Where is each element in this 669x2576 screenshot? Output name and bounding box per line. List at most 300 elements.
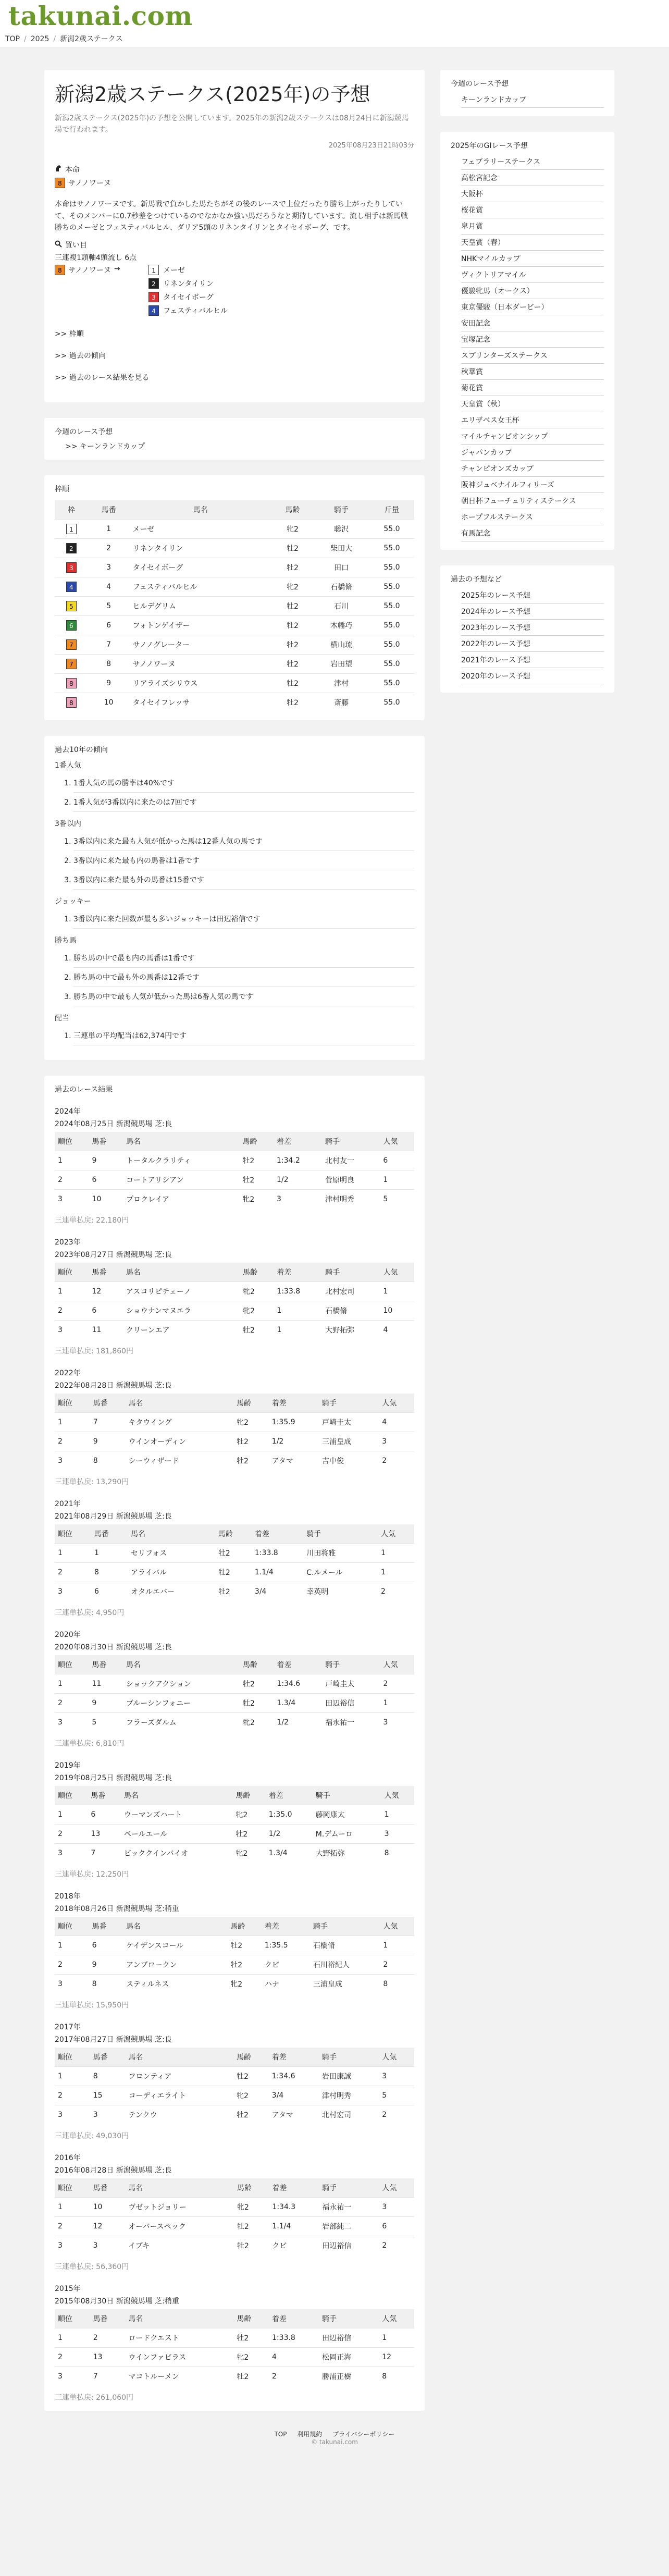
payout: 三連単払戻: 49,030円 xyxy=(55,2132,129,2141)
sidebar-this-week xyxy=(440,70,614,116)
sidebar-link[interactable]: 優駿牝馬（オークス） xyxy=(461,287,534,295)
horse-age: 牝2 xyxy=(272,577,314,597)
waku-badge: 1 xyxy=(66,524,77,534)
horse-age: 牡2 xyxy=(272,539,314,558)
column-header: 馬番 xyxy=(89,1655,122,1674)
sidebar-link[interactable]: 高松宮記念 xyxy=(461,174,498,182)
sidebar-link[interactable]: フェブラリーステークス xyxy=(461,158,541,166)
sidebar-link[interactable]: 2024年のレース予想 xyxy=(461,608,530,616)
sidebar-link[interactable]: 天皇賞（秋） xyxy=(461,400,505,409)
result-cell: 6 xyxy=(89,1170,123,1190)
result-row xyxy=(55,2236,414,2255)
sidebar-link[interactable]: キーンランドカップ xyxy=(461,96,527,104)
this-week-link[interactable]: >> キーンランドカップ xyxy=(65,442,145,451)
horse-age: 牡2 xyxy=(272,674,314,693)
sidebar-item[interactable] xyxy=(461,525,604,541)
sidebar-link[interactable]: 天皇賞（春） xyxy=(461,239,505,247)
trend-heading: 1番人気 xyxy=(55,761,81,770)
sidebar-link[interactable]: 2021年のレース予想 xyxy=(461,656,530,664)
entry-row xyxy=(55,539,414,558)
waku-badge: 6 xyxy=(66,620,77,631)
result-cell: 10 xyxy=(380,1301,414,1321)
sidebar-item[interactable] xyxy=(461,636,604,652)
result-cell: アスコリピチェーノ xyxy=(123,1282,240,1301)
sidebar-item[interactable] xyxy=(461,396,604,412)
breadcrumb-year[interactable]: 2025 xyxy=(30,35,49,43)
result-cell: 1:33.8 xyxy=(269,2328,319,2348)
result-cell: 1 xyxy=(55,1151,89,1170)
weight: 55.0 xyxy=(369,577,414,597)
column-header: 順位 xyxy=(55,2309,90,2328)
sidebar-item[interactable] xyxy=(461,315,604,331)
column-header: 馬番 xyxy=(90,2309,126,2328)
sidebar-item[interactable] xyxy=(461,348,604,364)
result-cell: シーウィザード xyxy=(126,1451,233,1471)
link-entry[interactable]: >> 枠順 xyxy=(55,330,84,339)
entry-table xyxy=(55,500,414,712)
sidebar-link[interactable]: ジャパンカップ xyxy=(461,449,512,457)
column-header: 馬名 xyxy=(126,1394,233,1413)
main-column xyxy=(44,70,425,2426)
sidebar-item[interactable] xyxy=(461,603,604,620)
column-header: 馬齢 xyxy=(240,1655,274,1674)
waku-badge: 7 xyxy=(66,659,77,669)
sidebar-link[interactable]: 皐月賞 xyxy=(461,223,483,231)
result-cell: 3/4 xyxy=(269,2086,319,2105)
prediction-card xyxy=(44,70,425,402)
sidebar-item[interactable] xyxy=(461,587,604,603)
result-cell: M.デムーロ xyxy=(313,1825,381,1844)
kaime-type: 三連複1頭軸4頭流し 6点 xyxy=(55,254,137,263)
sidebar-item[interactable] xyxy=(461,170,604,186)
result-cell: ショックアクション xyxy=(123,1674,240,1694)
result-row xyxy=(55,1413,414,1432)
result-cell: 1.1/4 xyxy=(269,2217,319,2236)
horse-number: 2 xyxy=(88,539,130,558)
trend-heading: 3番以内 xyxy=(55,820,81,829)
sidebar-link[interactable]: 2020年のレース予想 xyxy=(461,672,530,681)
result-cell: 3 xyxy=(55,1190,89,1209)
trend-list xyxy=(55,909,414,929)
result-race-info: 2020年08月30日 新潟競馬場 芝:良 xyxy=(55,1643,172,1652)
result-cell: 1 xyxy=(381,1805,414,1825)
sidebar-link[interactable]: 安田記念 xyxy=(461,319,490,328)
horse-number: 7 xyxy=(88,635,130,655)
result-cell: 北村宏司 xyxy=(319,2105,379,2125)
sidebar-link[interactable]: ホープフルステークス xyxy=(461,513,533,522)
result-cell: 牝2 xyxy=(240,1713,274,1732)
sidebar-link[interactable]: 阪神ジュベナイルフィリーズ xyxy=(461,481,554,489)
sidebar-link[interactable]: 有馬記念 xyxy=(461,529,490,538)
sidebar-link[interactable]: 菊花賞 xyxy=(461,384,483,392)
result-row xyxy=(55,2086,414,2105)
result-cell: ブルーシンフォニー xyxy=(123,1694,240,1713)
column-header: 順位 xyxy=(55,2178,90,2198)
horse-number: 6 xyxy=(88,616,130,635)
result-table xyxy=(55,2048,414,2124)
payout: 三連単払戻: 13,290円 xyxy=(55,1478,129,1487)
result-cell: 田辺裕信 xyxy=(322,1694,380,1713)
column-header: 騎手 xyxy=(322,1655,380,1674)
result-cell: 1 xyxy=(379,2328,414,2348)
result-cell: ウーマンズハート xyxy=(121,1805,233,1825)
honmei-label: 本命 xyxy=(65,166,80,175)
result-table xyxy=(55,1786,414,1863)
sidebar-item[interactable] xyxy=(461,509,604,525)
column-header: 馬名 xyxy=(125,2309,233,2328)
kaime-grid xyxy=(55,265,414,316)
result-cell: 1:34.6 xyxy=(274,1674,322,1694)
weight: 55.0 xyxy=(369,635,414,655)
waku-badge: 3 xyxy=(148,292,159,302)
waku-badge: 2 xyxy=(66,543,77,553)
payout: 三連単払戻: 22,180円 xyxy=(55,1216,129,1225)
trend-item: 1. 3番以内に来た回数が最も多いジョッキーは田辺裕信です xyxy=(73,909,414,929)
sidebar-item[interactable] xyxy=(461,380,604,396)
column-header: 騎手 xyxy=(319,2048,379,2067)
result-cell: 牡2 xyxy=(232,1825,265,1844)
result-cell: 2 xyxy=(55,2217,90,2236)
sidebar-link[interactable]: 朝日杯フューチュリティステークス xyxy=(461,497,577,506)
result-race-info: 2017年08月27日 新潟競馬場 芝:良 xyxy=(55,2036,172,2044)
sidebar-item[interactable] xyxy=(461,251,604,267)
horse-icon xyxy=(55,165,62,174)
sidebar-link[interactable]: 桜花賞 xyxy=(461,206,483,215)
sidebar-past-title: 過去の予想など xyxy=(451,575,502,584)
result-table xyxy=(55,2309,414,2386)
result-race-info: 2015年08月30日 新潟競馬場 芝:稍重 xyxy=(55,2297,179,2306)
sidebar-item[interactable] xyxy=(461,668,604,684)
result-cell: 2 xyxy=(55,1825,88,1844)
column-header: 馬番 xyxy=(90,2048,126,2067)
breadcrumb: TOP / 2025 / 新潟2歳ステークス xyxy=(0,33,669,47)
result-cell: 三浦皇成 xyxy=(310,1975,380,1994)
result-cell: 9 xyxy=(89,1955,123,1975)
result-race-info: 2022年08月28日 新潟競馬場 芝:良 xyxy=(55,1382,172,1390)
column-header: 馬名 xyxy=(123,1917,227,1936)
trend-item: 2. 勝ち馬の中で最も外の馬番は12番です xyxy=(73,968,414,987)
result-row xyxy=(55,1282,414,1301)
this-week-title: 今週のレース予想 xyxy=(55,428,113,437)
result-row xyxy=(55,1805,414,1825)
column-header: 騎手 xyxy=(319,1394,379,1413)
result-cell: 牡2 xyxy=(233,2067,269,2086)
trend-list xyxy=(55,948,414,1006)
sidebar-item[interactable] xyxy=(461,267,604,283)
sidebar-link[interactable]: エリザベス女王杯 xyxy=(461,416,519,425)
result-cell: 牡2 xyxy=(215,1563,252,1582)
weight: 55.0 xyxy=(369,539,414,558)
waku-badge: 8 xyxy=(55,265,65,275)
result-race-info: 2016年08月28日 新潟競馬場 芝:良 xyxy=(55,2166,172,2175)
sidebar-item[interactable] xyxy=(461,652,604,668)
kaime-axis: 8 サノノワーヌ → xyxy=(55,265,148,316)
result-cell: クビ xyxy=(269,2236,319,2255)
sidebar-item[interactable] xyxy=(461,202,604,218)
result-cell: 13 xyxy=(90,2348,126,2367)
copyright: © takunai.com xyxy=(311,2438,358,2446)
result-cell: 幸英明 xyxy=(303,1582,378,1601)
result-cell: 牝2 xyxy=(234,2198,269,2217)
column-header: 騎手 xyxy=(303,1524,378,1544)
column-header: 馬齢 xyxy=(233,1394,269,1413)
sidebar-link[interactable]: スプリンターズステークス xyxy=(461,352,548,360)
column-header: 馬齢 xyxy=(232,1786,265,1805)
result-row xyxy=(55,1955,414,1975)
result-year: 2017年 xyxy=(55,2023,81,2032)
result-cell: キタウイング xyxy=(126,1413,233,1432)
payout: 三連単払戻: 12,250円 xyxy=(55,1870,129,1879)
footer-link-terms[interactable]: 利用規約 xyxy=(297,2431,323,2438)
result-cell: 1 xyxy=(55,1544,91,1563)
sidebar-item[interactable] xyxy=(461,428,604,445)
result-cell: イブキ xyxy=(125,2236,234,2255)
result-cell: 勝浦正樹 xyxy=(319,2367,379,2386)
column-header: 騎手 xyxy=(319,2309,379,2328)
result-cell: 1 xyxy=(55,1674,89,1694)
column-header: 馬名 xyxy=(123,1132,239,1151)
result-table xyxy=(55,1655,414,1732)
result-row xyxy=(55,1301,414,1321)
column-header: 馬名 xyxy=(126,2048,233,2067)
kaime-axis-name: サノノワーヌ xyxy=(68,266,111,275)
result-race-info: 2021年08月29日 新潟競馬場 芝:良 xyxy=(55,1512,172,1521)
payout: 三連単払戻: 56,360円 xyxy=(55,2263,129,2272)
column-header: 馬名 xyxy=(121,1786,233,1805)
column-header: 斤量 xyxy=(369,500,414,520)
result-cell: ウインオーディン xyxy=(126,1432,233,1451)
kaime-partner-name: タイセイボーグ xyxy=(163,293,214,302)
kaime-partners xyxy=(148,265,228,316)
column-header: 馬齢 xyxy=(240,1263,274,1282)
link-trend[interactable]: >> 過去の傾向 xyxy=(55,352,106,361)
sidebar-link[interactable]: 2025年のレース予想 xyxy=(461,591,530,600)
result-cell: 3 xyxy=(90,2236,126,2255)
sidebar-link[interactable]: 宝塚記念 xyxy=(461,336,490,344)
result-year: 2016年 xyxy=(55,2154,81,2163)
trend-item: 1. 三連単の平均配当は62,374円です xyxy=(73,1026,414,1045)
column-header: 順位 xyxy=(55,1786,88,1805)
trend-card xyxy=(44,736,425,1060)
trend-heading: 勝ち馬 xyxy=(55,936,77,945)
sidebar-item[interactable] xyxy=(461,364,604,380)
page-title: 新潟2歳ステークス(2025年)の予想 xyxy=(55,83,370,106)
column-header: 騎手 xyxy=(322,1132,380,1151)
site-logo[interactable]: takunai.com xyxy=(8,1,193,31)
horse-number: 8 xyxy=(88,655,130,674)
column-header: 人気 xyxy=(379,2178,414,2198)
sidebar-link[interactable]: マイルチャンピオンシップ xyxy=(461,433,548,441)
sidebar-item[interactable] xyxy=(461,412,604,428)
result-cell: C.ルメール xyxy=(303,1563,378,1582)
result-cell: 1 xyxy=(380,1936,414,1955)
result-cell: 6 xyxy=(89,1301,122,1321)
result-cell: 牡2 xyxy=(234,2236,269,2255)
result-cell: 田辺裕信 xyxy=(319,2328,379,2348)
sidebar-link[interactable]: NHKマイルカップ xyxy=(461,255,521,263)
result-row xyxy=(55,1674,414,1694)
trend-item: 2. 1番人気が3番以内に来たのは7回です xyxy=(73,793,414,812)
trend-item: 1. 勝ち馬の中で最も内の馬番は1番です xyxy=(73,948,414,968)
horse-age: 牡2 xyxy=(272,597,314,616)
result-cell: 福永祐一 xyxy=(319,2198,379,2217)
sidebar-item[interactable] xyxy=(461,154,604,170)
sidebar-item[interactable] xyxy=(461,299,604,315)
result-cell: 1:33.8 xyxy=(274,1282,322,1301)
prediction-comment: 本命はサノノワーヌです。新馬戦で負かした馬たちがその後のレースで上位だったり勝ち上がったりしていて、そのメンバーに0.7秒差をつけているのでなかなか強い馬だろうなと期待しています。流し相手は新馬戦勝ちのメーゼとフェスティバルヒル、ダリア5頭のリネンタイリンとタイセイボーグ、です。 xyxy=(55,200,408,232)
sidebar-link[interactable]: ヴィクトリアマイル xyxy=(461,271,526,279)
result-cell: 牡2 xyxy=(215,1544,252,1563)
result-cell: 4 xyxy=(380,1321,414,1340)
result-cell: 3 xyxy=(274,1190,322,1209)
trend-item: 3. 3番以内に来た最も外の馬番は15番です xyxy=(73,870,414,890)
horse-number: 4 xyxy=(88,577,130,597)
result-cell: 8 xyxy=(90,1451,126,1471)
entry-row xyxy=(55,693,414,712)
result-row xyxy=(55,2105,414,2125)
sidebar-item[interactable] xyxy=(461,92,604,108)
sidebar-past xyxy=(440,565,614,693)
waku-badge: 1 xyxy=(148,265,159,275)
sidebar-item[interactable] xyxy=(461,461,604,477)
result-cell: 8 xyxy=(381,1844,414,1863)
trend-list xyxy=(55,1026,414,1045)
result-year: 2021年 xyxy=(55,1500,81,1509)
sidebar-link[interactable]: 2023年のレース予想 xyxy=(461,624,530,632)
honmei-name: サノノワーヌ xyxy=(68,179,111,188)
result-cell: 1.3/4 xyxy=(266,1844,313,1863)
result-cell: ペールエール xyxy=(121,1825,233,1844)
sidebar-link[interactable]: チャンピオンズカップ xyxy=(461,465,534,473)
sidebar-link[interactable]: 秋華賞 xyxy=(461,368,483,376)
sidebar-item[interactable] xyxy=(461,493,604,509)
horse-age: 牡2 xyxy=(272,616,314,635)
column-header: 馬名 xyxy=(123,1263,240,1282)
result-cell: 9 xyxy=(90,1432,126,1451)
result-cell: 川田将雅 xyxy=(303,1544,378,1563)
result-cell: 大野拓弥 xyxy=(313,1844,381,1863)
result-year: 2023年 xyxy=(55,1238,81,1247)
sidebar-item[interactable] xyxy=(461,331,604,348)
result-cell: 1:35.5 xyxy=(262,1936,310,1955)
weight: 55.0 xyxy=(369,616,414,635)
result-cell: 牝2 xyxy=(227,1975,262,1994)
column-header: 順位 xyxy=(55,1655,89,1674)
column-header: 着差 xyxy=(262,1917,310,1936)
footer-link-privacy[interactable]: プライバシーポリシー xyxy=(332,2431,395,2438)
result-cell: 牡2 xyxy=(233,2367,269,2386)
sidebar-link[interactable]: 東京優駿（日本ダービー） xyxy=(461,303,549,312)
result-cell: 6 xyxy=(91,1582,128,1601)
link-past-results[interactable]: >> 過去のレース結果を見る xyxy=(55,374,150,383)
horse-age: 牡2 xyxy=(272,693,314,712)
sidebar-item[interactable] xyxy=(461,186,604,202)
weight: 55.0 xyxy=(369,520,414,539)
result-cell: 6 xyxy=(379,2217,414,2236)
post-date: 2025年08月23日21時03分 xyxy=(328,142,414,150)
entry-row xyxy=(55,655,414,674)
result-cell: 1 xyxy=(55,1805,88,1825)
result-cell: 3 xyxy=(55,2367,90,2386)
result-cell: 1 xyxy=(55,2328,90,2348)
result-row xyxy=(55,1563,414,1582)
result-cell: 福永祐一 xyxy=(322,1713,380,1732)
sidebar-item[interactable] xyxy=(461,235,604,251)
result-row xyxy=(55,2067,414,2086)
result-cell: 3 xyxy=(379,2067,414,2086)
waku-badge: 4 xyxy=(148,305,159,316)
result-row xyxy=(55,1825,414,1844)
breadcrumb-top[interactable]: TOP xyxy=(5,35,20,43)
sidebar-link[interactable]: 2022年のレース予想 xyxy=(461,640,530,648)
sidebar-item[interactable] xyxy=(461,218,604,235)
result-cell: 13 xyxy=(88,1825,120,1844)
sidebar-item[interactable] xyxy=(461,283,604,299)
result-cell: 津村明秀 xyxy=(319,2086,379,2105)
result-cell: 9 xyxy=(89,1694,122,1713)
horse-name: ヒルデグリム xyxy=(129,597,271,616)
sidebar-link[interactable]: 大阪杯 xyxy=(461,190,483,199)
column-header: 着差 xyxy=(274,1132,322,1151)
jockey: 津村 xyxy=(313,674,369,693)
horse-name: タイセイボーグ xyxy=(129,558,271,577)
payout: 三連単払戻: 181,860円 xyxy=(55,1347,134,1356)
result-cell: 3/4 xyxy=(252,1582,303,1601)
column-header: 馬齢 xyxy=(234,2178,269,2198)
kaime-heading xyxy=(55,240,414,250)
result-cell: 石橋脩 xyxy=(310,1936,380,1955)
result-cell: スティルネス xyxy=(123,1975,227,1994)
column-header: 人気 xyxy=(378,1524,414,1544)
result-cell: 8 xyxy=(89,1975,123,1994)
result-cell: 1.3/4 xyxy=(274,1694,322,1713)
result-cell: 北村宏司 xyxy=(322,1282,380,1301)
results-card xyxy=(44,1076,425,2411)
column-header: 順位 xyxy=(55,1524,91,1544)
result-row xyxy=(55,2367,414,2386)
result-row xyxy=(55,1544,414,1563)
honmei-heading xyxy=(55,164,414,175)
result-cell: アライバル xyxy=(128,1563,215,1582)
result-row xyxy=(55,1844,414,1863)
sidebar-item[interactable] xyxy=(461,477,604,493)
waku-badge: 3 xyxy=(66,562,77,573)
result-cell: 8 xyxy=(379,2367,414,2386)
site-header xyxy=(0,0,669,33)
horse-number: 9 xyxy=(88,674,130,693)
result-row xyxy=(55,1713,414,1732)
column-header: 馬名 xyxy=(129,500,271,520)
sidebar-item[interactable] xyxy=(461,445,604,461)
result-cell: マコトルーメン xyxy=(125,2367,233,2386)
sidebar-item[interactable] xyxy=(461,620,604,636)
result-cell: 3 xyxy=(90,2105,126,2125)
footer-link-top[interactable]: TOP xyxy=(274,2431,287,2438)
result-table xyxy=(55,1132,414,1209)
column-header: 馬名 xyxy=(123,1655,240,1674)
result-cell: 2 xyxy=(55,1955,89,1975)
result-cell: 15 xyxy=(90,2086,126,2105)
payout: 三連単払戻: 4,950円 xyxy=(55,1609,125,1618)
horse-age: 牡2 xyxy=(272,655,314,674)
result-race-info: 2018年08月26日 新潟競馬場 芝:稍重 xyxy=(55,1905,179,1914)
result-cell: ウインファビラス xyxy=(125,2348,233,2367)
trend-item: 1. 1番人気の馬の勝率は40%です xyxy=(73,773,414,793)
result-row xyxy=(55,1451,414,1471)
jockey: 柴田大 xyxy=(313,539,369,558)
weight: 55.0 xyxy=(369,597,414,616)
result-cell: 1 xyxy=(55,1282,89,1301)
